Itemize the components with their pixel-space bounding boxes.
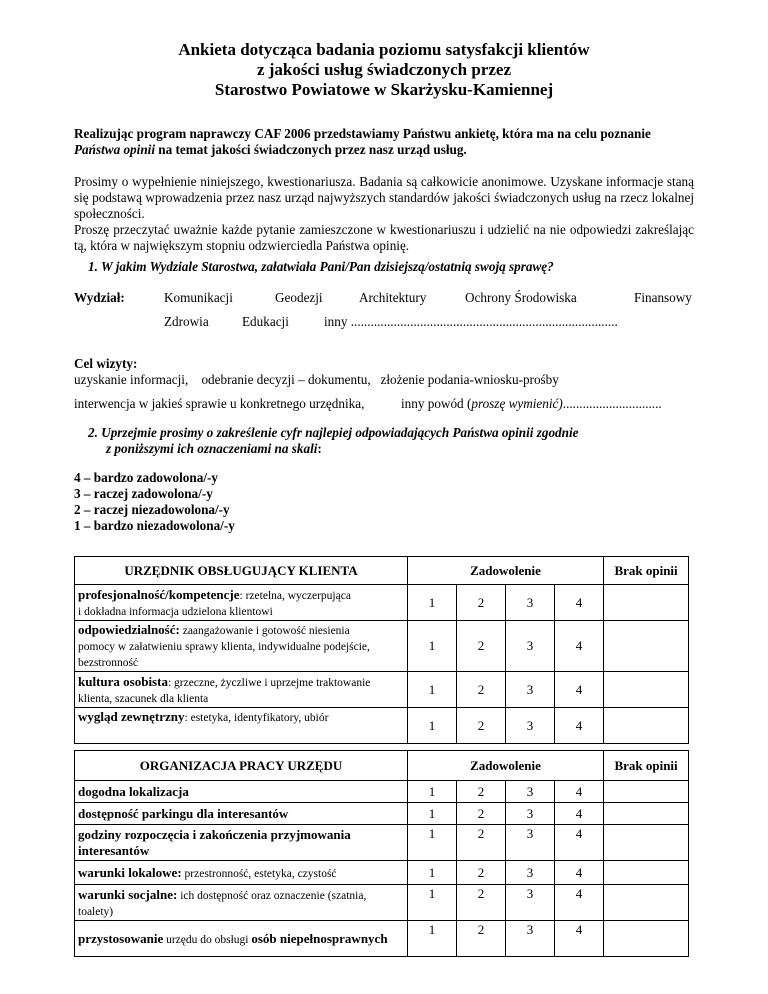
row-label-bold: przystosowanie (78, 930, 164, 946)
document-title (74, 40, 694, 100)
score-2[interactable]: 2 (457, 885, 506, 921)
row-label-rest: ich dostępność oraz oznaczenie (szatnia, toalety) (78, 889, 367, 918)
visit-label: Cel wizyty: (74, 356, 138, 371)
option-zdrowia[interactable]: Zdrowia (164, 314, 209, 329)
intro-italic: Państwa opinii (74, 142, 155, 157)
scale-item-1: 1 – bardzo niezadowolona/-y (74, 518, 235, 533)
row-label-bold: warunki lokalowe: (78, 864, 182, 880)
row-label-bold: godziny rozpoczęcia i zakończenia przyjmowania interesantów (78, 826, 351, 858)
question-2 (88, 425, 708, 457)
row-label-bold-2: osób niepełnosprawnych (251, 930, 388, 946)
table-row (75, 921, 689, 957)
no-opinion-cell[interactable] (604, 672, 689, 708)
score-2[interactable]: 2 (457, 921, 506, 957)
score-4[interactable]: 4 (555, 921, 604, 957)
visit-purpose (74, 356, 704, 412)
row-label-rest-2: pomocy w załatwieniu sprawy klienta, indywidualne podejście, bezstronność (78, 641, 370, 669)
department-row-2 (74, 314, 704, 330)
row-label-bold: warunki socjalne: (78, 886, 178, 902)
visit-option-interwencja[interactable]: interwencja w jakieś sprawie u konkretnego urzędnika, (74, 396, 365, 411)
row-label (75, 621, 408, 672)
row-label-rest: urzędu do obsługi (163, 933, 252, 946)
option-komunikacji[interactable]: Komunikacji (164, 290, 233, 305)
row-label-bold: odpowiedzialność: (78, 622, 180, 637)
score-1[interactable]: 1 (408, 585, 457, 621)
scale-item-4: 4 – bardzo zadowolona/-y (74, 470, 218, 485)
intro-bold-line-2 (74, 142, 694, 158)
score-4[interactable]: 4 (555, 861, 604, 885)
score-1[interactable]: 1 (408, 861, 457, 885)
score-3[interactable]: 3 (506, 585, 555, 621)
score-4[interactable]: 4 (555, 825, 604, 861)
score-2[interactable]: 2 (457, 781, 506, 803)
visit-option-inny[interactable] (401, 396, 662, 412)
score-4[interactable]: 4 (555, 781, 604, 803)
score-3[interactable]: 3 (506, 708, 555, 744)
score-2[interactable]: 2 (457, 672, 506, 708)
score-3[interactable]: 3 (506, 803, 555, 825)
no-opinion-cell[interactable] (604, 921, 689, 957)
table-row (75, 861, 689, 885)
row-label (75, 803, 408, 825)
score-4[interactable]: 4 (555, 885, 604, 921)
no-opinion-cell[interactable] (604, 803, 689, 825)
no-opinion-cell[interactable] (604, 885, 689, 921)
intro-bold-line: Realizując program naprawczy CAF 2006 przedstawiamy Państwu ankietę, która ma na celu poznanie (74, 126, 651, 141)
option-architektury[interactable]: Architektury (359, 290, 427, 305)
score-3[interactable]: 3 (506, 861, 555, 885)
score-3[interactable]: 3 (506, 825, 555, 861)
table-row (75, 825, 689, 861)
option-edukacji[interactable]: Edukacji (242, 314, 289, 329)
no-opinion-cell[interactable] (604, 708, 689, 744)
table-1-header-row (75, 557, 689, 585)
question-2-line-1: 2. Uprzejmie prosimy o zakreślenie cyfr najlepiej odpowiadających Państwa opinii zgodnie (88, 425, 579, 440)
option-finansowy[interactable]: Finansowy (634, 290, 692, 305)
row-label-bold: profesjonalność/kompetencje (78, 586, 240, 602)
row-label (75, 708, 408, 744)
no-opinion-cell[interactable] (604, 781, 689, 803)
visit-inny-italic: proszę wymienić) (471, 396, 563, 411)
score-4[interactable]: 4 (555, 621, 604, 672)
score-1[interactable]: 1 (408, 803, 457, 825)
row-label (75, 885, 408, 921)
score-2[interactable]: 2 (457, 621, 506, 672)
score-2[interactable]: 2 (457, 861, 506, 885)
table-row (75, 585, 689, 621)
row-label-rest: : rzetelna, wyczerpująca (239, 589, 351, 602)
row-label-rest-2: klienta, szacunek dla klienta (78, 692, 209, 705)
table-row (75, 803, 689, 825)
score-1[interactable]: 1 (408, 825, 457, 861)
row-label-rest: zaangażowanie i gotowość niesienia (179, 625, 350, 637)
intro-bold-rest: na temat jakości świadczonych przez nasz urząd usług. (154, 142, 467, 157)
visit-options-line-1: uzyskanie informacji, odebranie decyzji – dokumentu, złożenie podania-wniosku-prośby (74, 372, 559, 387)
visit-inny-dots: .............................. (562, 396, 662, 411)
table-2-satisfaction-header: Zadowolenie (408, 751, 604, 781)
score-1[interactable]: 1 (408, 885, 457, 921)
title-line-3: Starostwo Powiatowe w Skarżysku-Kamiennej (214, 80, 554, 99)
score-4[interactable]: 4 (555, 672, 604, 708)
table-row (75, 781, 689, 803)
score-1[interactable]: 1 (408, 708, 457, 744)
intro-para-1: Prosimy o wypełnienie niniejszego, kwestionariusza. Badania są całkowicie anonimowe. Uzyskane informacje staną się podstawą wprowadzenia przez nasz urząd najwyższych standardów jakości świadczonych usług na rzecz lokalnej społeczności. (74, 174, 694, 221)
option-geodezji[interactable]: Geodezji (275, 290, 323, 305)
row-label-bold: wygląd zewnętrzny (78, 709, 185, 724)
intro-paragraphs (74, 174, 694, 254)
visit-options-row-2 (74, 396, 704, 412)
no-opinion-cell[interactable] (604, 825, 689, 861)
score-3[interactable]: 3 (506, 885, 555, 921)
score-4[interactable]: 4 (555, 803, 604, 825)
option-ochrony-srodowiska[interactable]: Ochrony Środowiska (465, 290, 577, 305)
score-2[interactable]: 2 (457, 825, 506, 861)
score-3[interactable]: 3 (506, 672, 555, 708)
no-opinion-cell[interactable] (604, 621, 689, 672)
table-2-no-opinion-header: Brak opinii (604, 751, 689, 781)
row-label (75, 781, 408, 803)
row-label-bold: dogodna lokalizacja (78, 783, 189, 799)
table-row (75, 708, 689, 744)
intro-para-2: Proszę przeczytać uważnie każde pytanie zamieszczone w kwestionariuszu i udzielić na nie odpowiedzi zakreślając tą, która w największym stopniu odzwierciedla Państwa opinię. (74, 222, 694, 253)
score-4[interactable]: 4 (555, 708, 604, 744)
intro-bold (74, 126, 694, 158)
department-options (74, 290, 704, 340)
table-row (75, 621, 689, 672)
no-opinion-cell[interactable] (604, 861, 689, 885)
department-label: Wydział: (74, 290, 125, 305)
table-2-header-row (75, 751, 689, 781)
table-2-header: ORGANIZACJA PRACY URZĘDU (75, 751, 408, 781)
department-row-1 (74, 290, 704, 306)
no-opinion-cell[interactable] (604, 585, 689, 621)
score-1[interactable]: 1 (408, 621, 457, 672)
scale-item-3: 3 – raczej zadowolona/-y (74, 486, 213, 501)
scale-item-2: 2 – raczej niezadowolona/-y (74, 502, 230, 517)
title-line-1: Ankieta dotycząca badania poziomu satysfakcji klientów (178, 40, 590, 59)
rating-scale (74, 470, 474, 534)
score-3[interactable]: 3 (506, 921, 555, 957)
visit-inny-pre: inny powód ( (401, 396, 472, 411)
score-1[interactable]: 1 (408, 672, 457, 708)
row-label-rest-2: i dokładna informacja udzielona klientowi (78, 605, 273, 618)
table-1-satisfaction-header: Zadowolenie (408, 557, 604, 585)
score-2[interactable]: 2 (457, 708, 506, 744)
title-line-2: z jakości usług świadczonych przez (256, 60, 512, 79)
row-label-bold: dostępność parkingu dla interesantów (78, 805, 289, 821)
row-label (75, 825, 408, 861)
question-2-line-2-text: z poniższymi ich oznaczeniami na skali (106, 441, 318, 456)
score-3[interactable]: 3 (506, 781, 555, 803)
row-label (75, 861, 408, 885)
table-row (75, 885, 689, 921)
score-2[interactable]: 2 (457, 803, 506, 825)
question-2-line-2 (88, 441, 708, 457)
table-urzednik (74, 556, 689, 744)
row-label-bold: kultura osobista (78, 673, 168, 689)
question-2-colon: : (317, 441, 322, 456)
table-1-header: URZĘDNIK OBSŁUGUJĄCY KLIENTA (75, 557, 408, 585)
table-row (75, 672, 689, 708)
row-label-rest: przestronność, estetyka, czystość (181, 867, 337, 880)
option-inny[interactable]: inny ................................................................................. (324, 314, 618, 329)
score-2[interactable]: 2 (457, 585, 506, 621)
row-label-rest: : grzeczne, życzliwe i uprzejme traktowanie (167, 676, 371, 689)
table-organizacja (74, 750, 689, 957)
row-label (75, 585, 408, 621)
row-label (75, 921, 408, 957)
score-1[interactable]: 1 (408, 921, 457, 957)
table-1-no-opinion-header: Brak opinii (604, 557, 689, 585)
score-3[interactable]: 3 (506, 621, 555, 672)
question-1: 1. W jakim Wydziale Starostwa, załatwiała Pani/Pan dzisiejszą/ostatnią swoją sprawę? (88, 259, 554, 274)
row-label (75, 672, 408, 708)
score-4[interactable]: 4 (555, 585, 604, 621)
row-label-rest: : estetyka, identyfikatory, ubiór (184, 712, 329, 724)
score-1[interactable]: 1 (408, 781, 457, 803)
